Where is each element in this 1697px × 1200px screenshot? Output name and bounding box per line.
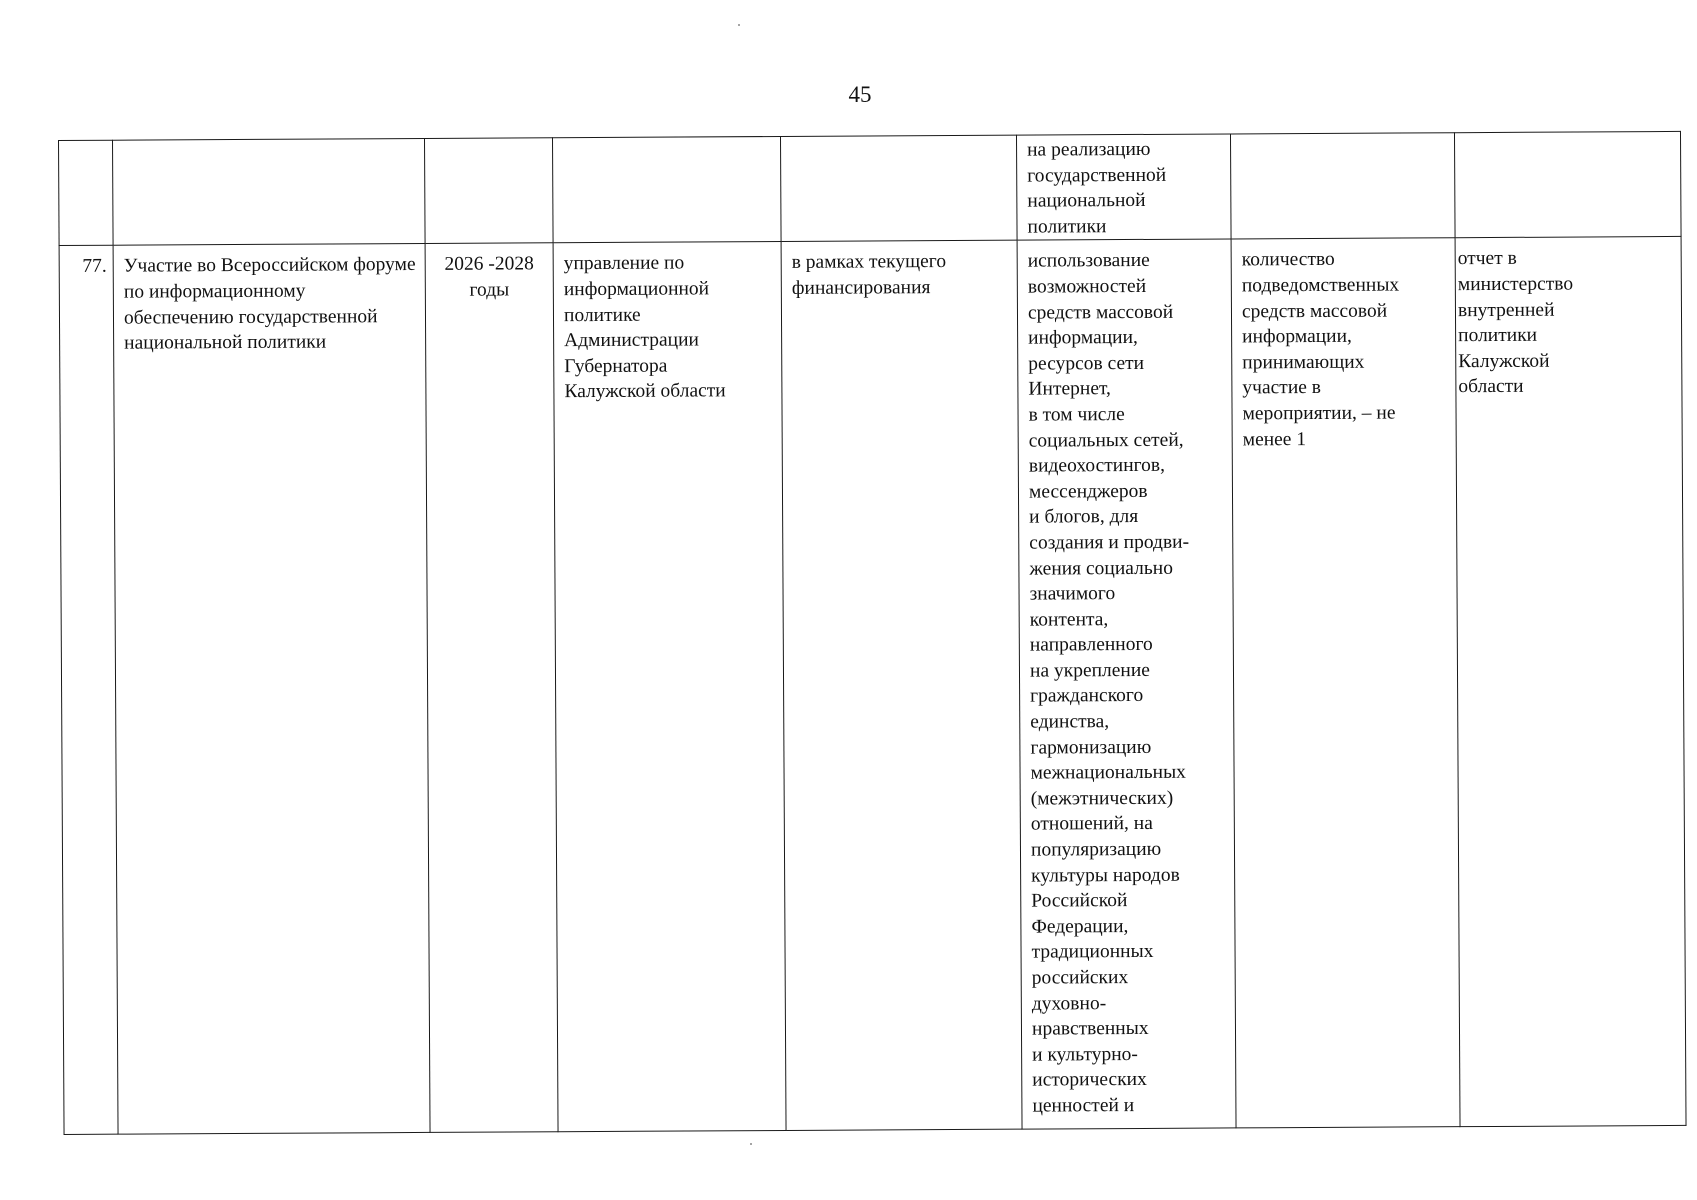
- table-row: [59, 237, 1686, 1135]
- cell-funding: в рамках текущего финансирования: [781, 241, 1022, 1131]
- cell-period: 2026 -2028 годы: [425, 243, 558, 1133]
- cell-indicator-empty: [1230, 133, 1455, 240]
- cell-event: Участие во Всероссийском форуме по информационному обеспечению государственной национальной политики: [113, 244, 430, 1135]
- scan-speck: [738, 24, 740, 26]
- scan-speck: [750, 1143, 752, 1145]
- cell-executor: управление по информационной политике Администрации Губернатора Калужской области: [553, 242, 786, 1132]
- cell-results-continuation: на реализацию государственной национальной политики: [1016, 134, 1231, 241]
- page-number: 45: [848, 82, 872, 107]
- table-row-continuation: [59, 131, 1682, 245]
- plan-table: [58, 131, 1687, 1135]
- cell-num-empty: [59, 140, 114, 246]
- cell-funding-empty: [780, 135, 1017, 242]
- cell-event-empty: [113, 138, 426, 245]
- cell-period-empty: [424, 138, 553, 244]
- cell-report: отчет в министерство внутренней политики Калужской области: [1455, 237, 1686, 1127]
- cell-row-number: 77.: [59, 246, 118, 1135]
- cell-indicator: количество подведомственных средств массовой информации, принимающих участие в мероприятии, – не менее 1: [1231, 238, 1460, 1128]
- cell-report-empty: [1454, 131, 1681, 238]
- cell-results: использование возможностей средств массовой информации, ресурсов сети Интернет, в том числе социальных сетей, видеохостингов, мессенджеров и блогов, для создания и продви- жения социально значимого контента, направленного на укрепление гражданского единства, гармонизацию межнациональных (межэтнических) отношений, на популяризацию культуры народов Российской Федерации, традиционных российских духовно- нравственных и культурно- исторических ценностей и: [1017, 239, 1236, 1129]
- cell-executor-empty: [552, 136, 781, 243]
